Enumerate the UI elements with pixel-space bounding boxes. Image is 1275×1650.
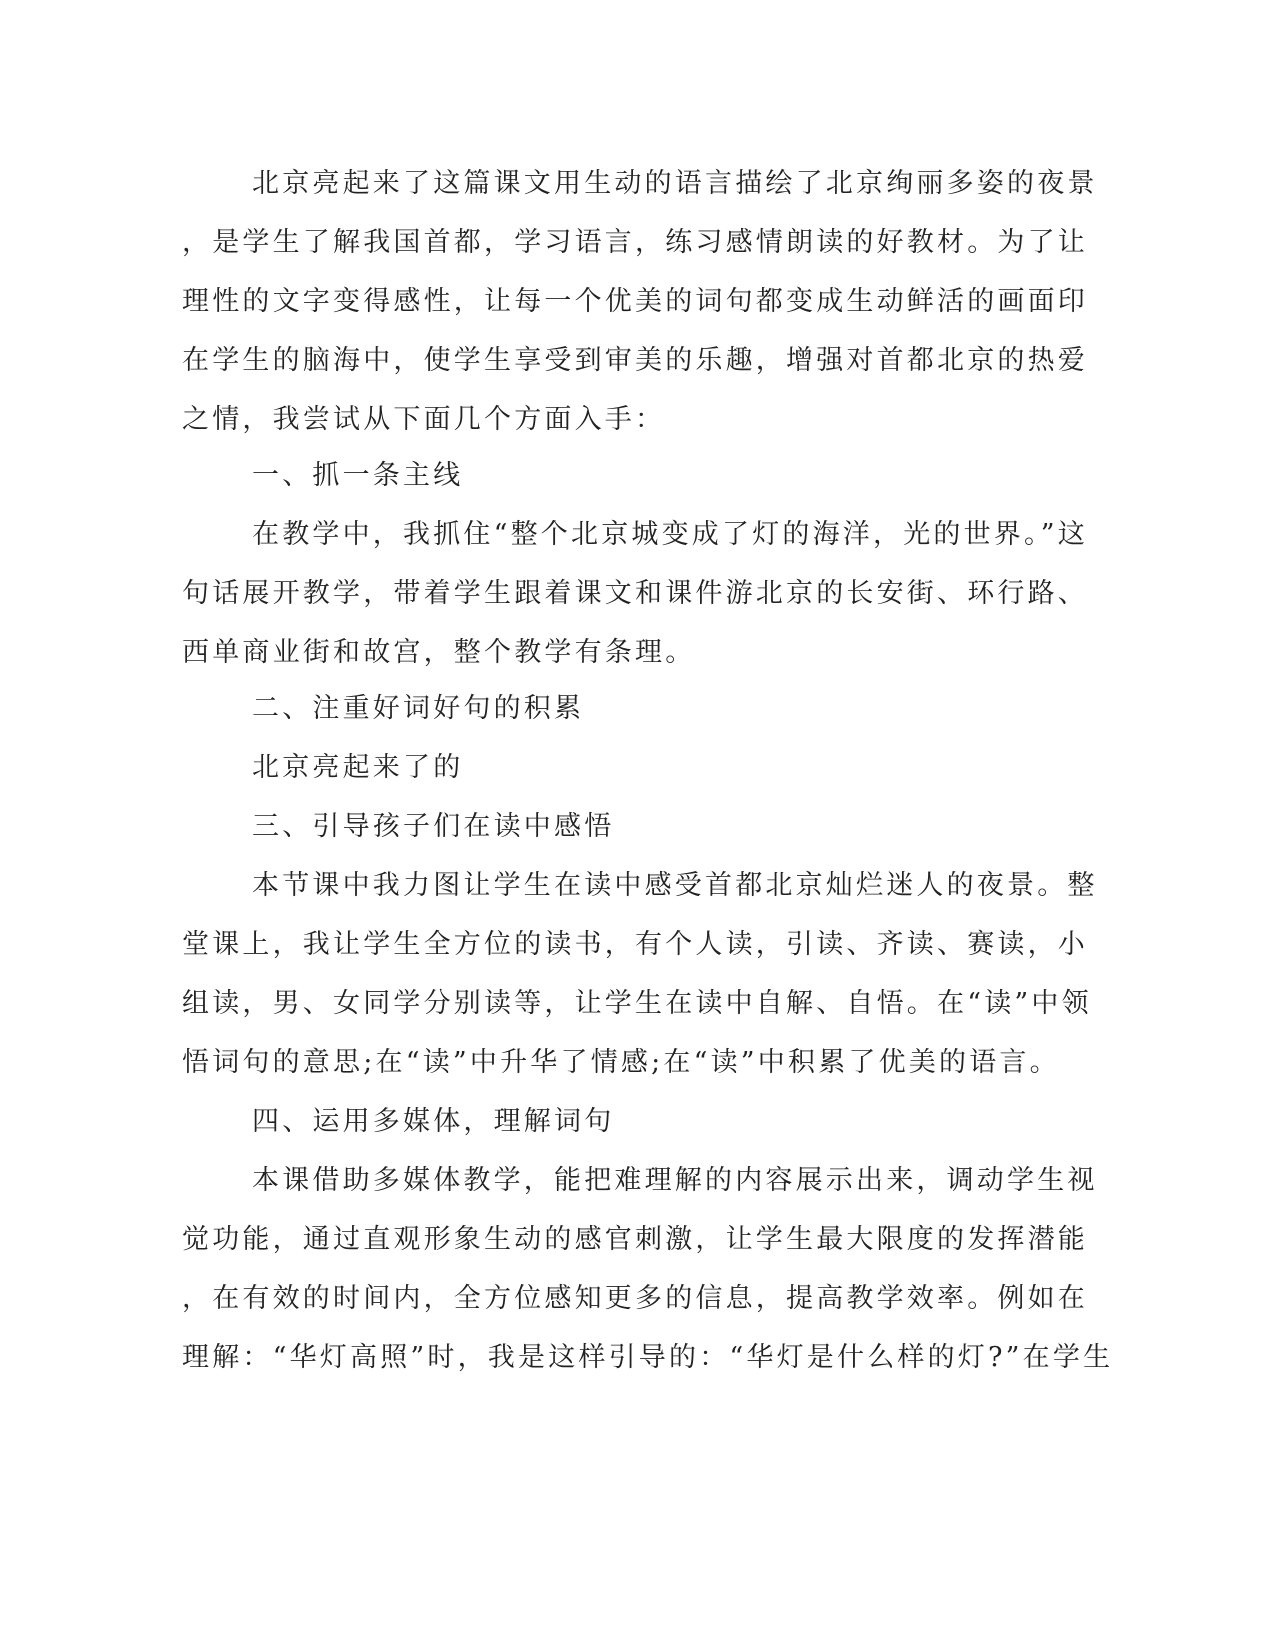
text-line: 堂课上，我让学生全方位的读书，有个人读，引读、齐读、赛读，小 [182, 929, 1088, 960]
text-line: 本课借助多媒体教学，能把难理解的内容展示出来，调动学生视 [252, 1165, 1098, 1196]
text-line: 在教学中，我抓住“整个北京城变成了灯的海洋，光的世界。”这 [252, 519, 1088, 550]
text-line: 组读，男、女同学分别读等，让学生在读中自解、自悟。在“读”中领 [182, 988, 1092, 1019]
text-line: ，在有效的时间内，全方位感知更多的信息，提高教学效率。例如在 [182, 1283, 1088, 1314]
text-line: 在学生的脑海中，使学生享受到审美的乐趣，增强对首都北京的热爱 [182, 345, 1088, 376]
section-heading: 二、注重好词好句的积累 [252, 693, 585, 724]
section-heading: 三、引导孩子们在读中感悟 [252, 811, 615, 842]
section-heading: 一、抓一条主线 [252, 460, 464, 491]
text-line: 理解：“华灯高照”时，我是这样引导的：“华灯是什么样的灯?”在学生 [182, 1342, 1114, 1373]
text-line: 本节课中我力图让学生在读中感受首都北京灿烂迷人的夜景。整 [252, 870, 1098, 901]
text-line: 之情，我尝试从下面几个方面入手： [182, 404, 666, 435]
text-line: 句话展开教学，带着学生跟着课文和课件游北京的长安街、环行路、 [182, 578, 1088, 609]
text-line: 理性的文字变得感性，让每一个优美的词句都变成生动鲜活的画面印 [182, 286, 1088, 317]
text-line: 北京亮起来了的 [252, 752, 464, 783]
text-line: 悟词句的意思;在“读”中升华了情感;在“读”中积累了优美的语言。 [182, 1047, 1060, 1078]
section-heading: 四、运用多媒体，理解词句 [252, 1106, 615, 1137]
text-line: ，是学生了解我国首都，学习语言，练习感情朗读的好教材。为了让 [182, 227, 1088, 258]
text-line: 觉功能，通过直观形象生动的感官刺激，让学生最大限度的发挥潜能 [182, 1224, 1088, 1255]
text-line: 北京亮起来了这篇课文用生动的语言描绘了北京绚丽多姿的夜景 [252, 168, 1098, 199]
text-line: 西单商业街和故宫，整个教学有条理。 [182, 637, 696, 668]
